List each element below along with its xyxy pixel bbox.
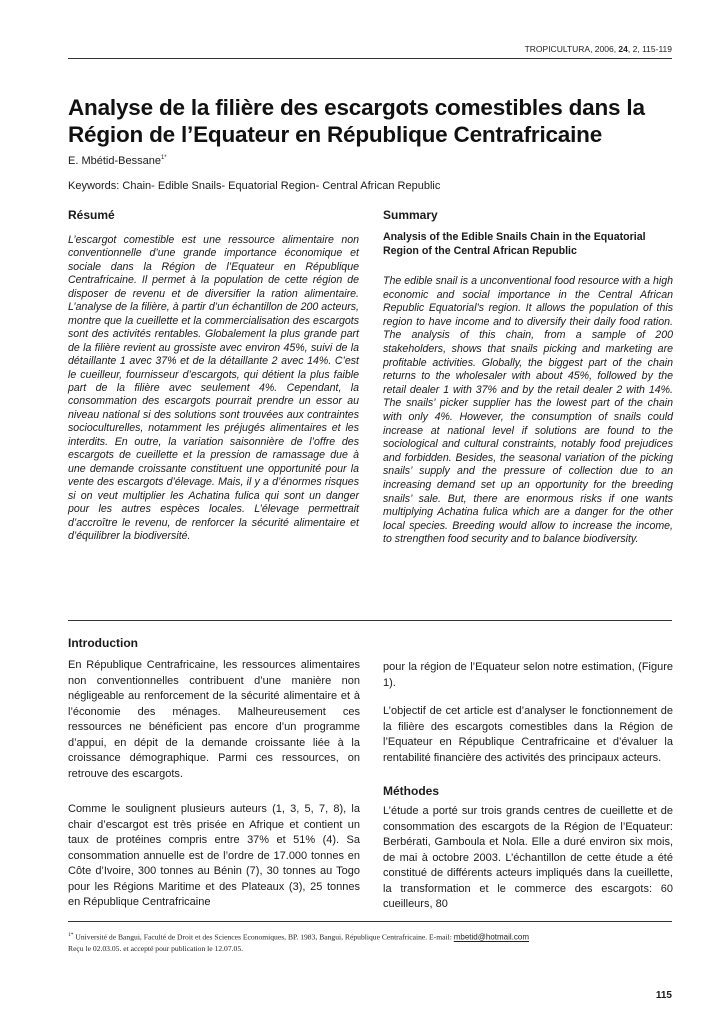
introduction-paragraph-4: L’objectif de cet article est d’analyser le fonctionnement de la filière des escargots comestibles dans la Région de l’Equateur en République Centrafricaine et d’évaluer la rentabilité financière des activités des principaux acteurs.	[383, 705, 673, 764]
summary-text: The edible snail is a unconventional food resource with a high economic and social importance in the Central African Republic Equatorial’s region. It allows the population of this region to have income and to diversify their daily food ration. The analysis of this chain, from a sample of 200 stakeholders, shows that snails picking and marketing are profitable activities. Globally, the biggest part of the chain returns to the wholesaler with about 45%, followed by the retail dealer 1 with 37% and by the retail dealer 2 with 14%. The snails’ picker supplier has the lowest part of the chain with only 4%. However, the consumption of snails could increase at national level if solutions are found to the sociological and cultural constraints, notably food prejudices and forbidden. Besides, the seasonal variation of the picking snails’ supply and the pressure of collection due to an increasing demand set up an opportunity for the breeding snails’ sale. But, there are enormous risks if one wants multiplying Achatina fulica which are a danger for the other local species. Breeding would allow to increase the income, to strengthen food security and to balance biodiversity.	[383, 275, 673, 546]
running-head	[525, 44, 672, 54]
author-line	[68, 155, 167, 167]
introduction-paragraph-2: Comme le soulignent plusieurs auteurs (1, 3, 5, 7, 8), la chair d’escargot est très prisée en Afrique et contient un taux de protéines compris entre 37% et 51% (4). Sa consommation annuelle est de l’ordre de 17.000 tonnes en Côte d’Ivoire, 300 tonnes au Bénin (7), 30 tonnes au Togo pour les Régions Maritime et des Plateaux (3), 25 tonnes en République Centrafricaine	[68, 803, 360, 908]
summary-heading: Summary	[383, 208, 438, 222]
article-title: Analyse de la filière des escargots comestibles dans la Région de l’Equateur en République Centrafricaine	[68, 95, 645, 147]
footnote-affiliation-text: Université de Bangui, Faculté de Droit et des Sciences Economiques, BP. 1983, Bangui, République Centrafricaine. E-mail:	[73, 932, 454, 942]
footnote-affiliation	[68, 930, 688, 943]
header-rule	[68, 58, 672, 59]
footnote-dates: Reçu le 02.03.05. et accepté pour publication le 12.07.05.	[68, 943, 244, 953]
introduction-paragraph-1: En République Centrafricaine, les ressources alimentaires non conventionnelles contribuent d’une manière non négligeable au renforcement de la sécurité alimentaire et à l’économie des ménages. Malheureusement ces ressources ne bénéficient pas encore d’un programme d’appui, en dépit de la demande croissante liée à la croissance démographique. Parmi ces ressources, on retrouve des escargots.	[68, 659, 360, 780]
methodes-text: L’étude a porté sur trois grands centres de cueillette et de consommation des escargots de la Région de l’Equateur: Berbérati, Gamboula et Nola. Elle a duré environ six mois, de mai à octobre 2003. L’échantillon de cette étude a été constitué de différents acteurs impliqués dans la cueillette, la transformation et le commerce des escargots: 60 cueilleurs, 80	[383, 805, 673, 910]
summary-subtitle: Analysis of the Edible Snails Chain in the Equatorial Region of the Central African Republic	[383, 231, 646, 257]
journal-issue-pages: , 2, 115-119	[627, 44, 672, 54]
introduction-paragraph-3: pour la région de l’Equateur selon notre estimation, (Figure 1).	[383, 661, 673, 689]
footnote-email-link[interactable]: mbetid@hotmail.com	[453, 932, 529, 942]
page-number: 115	[655, 990, 672, 1001]
resume-heading: Résumé	[68, 208, 115, 222]
footnote	[68, 930, 688, 954]
journal-volume: 24	[618, 44, 628, 54]
author-name: E. Mbétid-Bessane	[68, 155, 161, 167]
introduction-heading: Introduction	[68, 636, 138, 650]
keywords: Keywords: Chain- Edible Snails- Equatorial Region- Central African Republic	[68, 180, 441, 192]
footnote-mark: 1*	[68, 932, 74, 938]
methodes-heading: Méthodes	[383, 784, 440, 798]
journal-citation: TROPICULTURA, 2006,	[524, 44, 619, 54]
resume-text: L’escargot comestible est une ressource alimentaire non conventionnelle d’une grande importance économique et sociale dans la Région de l’Equateur en République Centrafricaine. Il permet à la population de cette région de disposer de revenu et de diversifier la ration alimentaire. L’analyse de la filière, à partir d’un échantillon de 200 acteurs, montre que la cueillette et la commercialisation des escargots sont des activités rentables. Globalement la plus grande part de la filière revient au grossiste avec environ 45%, suivi de la détaillante 1 avec 37% et de la détaillante 2 avec 14%. C’est le cueilleur, fournisseur d’escargots, qui détient la plus faible part de la filière avec seulement 4%. Cependant, la consommation des escargots pourrait prendre un essor au niveau national si des solutions sont trouvées aux contraintes socioculturelles, notamment les préjugés alimentaires et les interdits. En outre, la variation saisonnière de l’offre des escargots de cueillette et la pression de ramassage due à une demande croissante constituent une opportunité pour la vente des escargots d’élevage. Mais, il y a d’énormes risques si on veut multiplier les Achatina fulica qui sont un danger pour les autres espèces locales. L’élevage permettrait d’accroître le revenu, de renforcer la sécurité alimentaire et d’équilibrer la biodiversité.	[68, 234, 359, 542]
abstract-rule	[68, 620, 672, 621]
footnote-rule	[68, 921, 672, 922]
author-affiliation-mark: 1*	[160, 155, 167, 161]
